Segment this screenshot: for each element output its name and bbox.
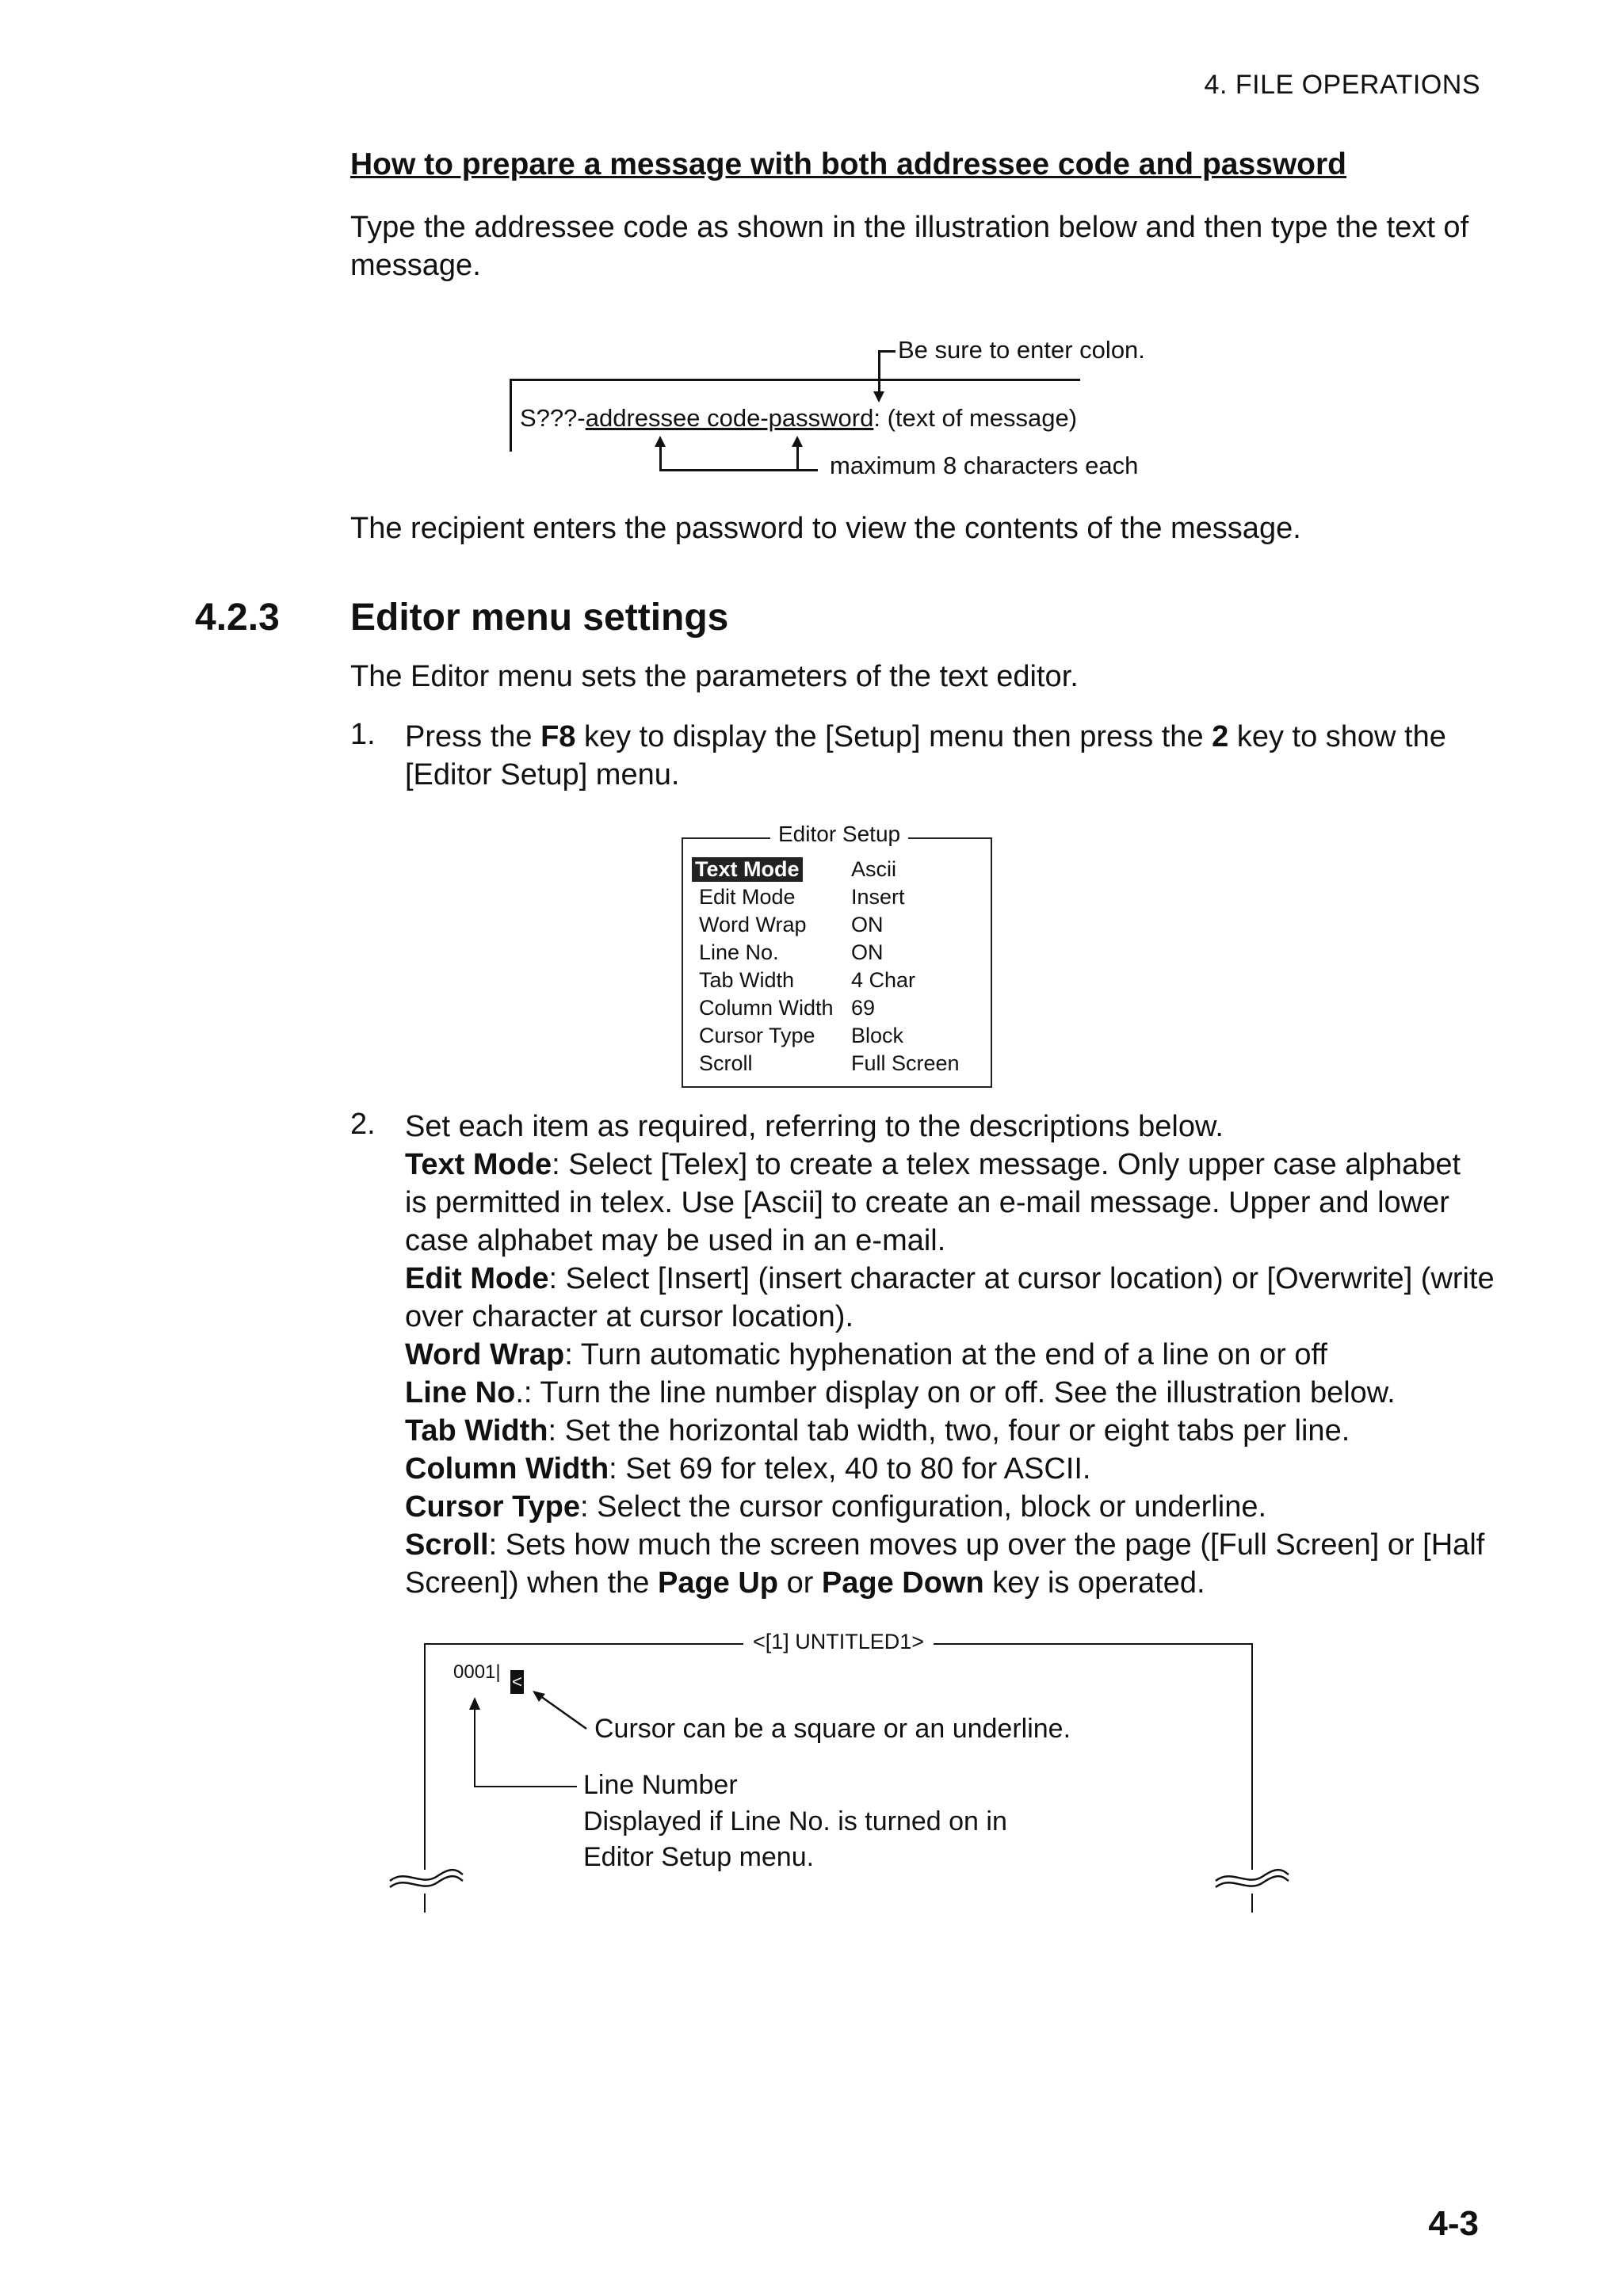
format-suffix: : (text of message) — [873, 404, 1078, 432]
desc-scroll-2-pre: Screen]) when the — [405, 1566, 658, 1600]
desc-text-mode-1: : Select [Telex] to create a telex message. Only upper case alphabet — [552, 1148, 1461, 1181]
menu-value-cursor-type: Block — [851, 1024, 904, 1047]
step-2-intro: Set each item as required, referring to the descriptions below. — [405, 1110, 1224, 1143]
running-header: 4. FILE OPERATIONS — [1204, 70, 1480, 100]
menu-value-text-mode: Ascii — [851, 857, 897, 881]
key-page-up: Page Up — [657, 1566, 779, 1600]
menu-item-cursor-type[interactable]: Cursor Type — [699, 1024, 815, 1047]
step-2-text — [405, 1108, 1499, 1602]
term-edit-mode: Edit Mode — [405, 1262, 549, 1295]
editor-window-title: <[1] UNTITLED1> — [743, 1630, 934, 1654]
step-2-number: 2. — [350, 1108, 376, 1141]
key-2: 2 — [1212, 720, 1229, 753]
recipient-note: The recipient enters the password to view the contents of the message. — [350, 512, 1301, 545]
page-number: 4-3 — [1428, 2204, 1479, 2243]
cursor-note: Cursor can be a square or an underline. — [594, 1714, 1071, 1744]
term-cursor-type: Cursor Type — [405, 1490, 581, 1524]
editor-setup-title: Editor Setup — [770, 822, 908, 847]
step-1-post: key to show the — [1228, 720, 1446, 753]
line-number-label: Line Number — [583, 1770, 738, 1800]
subheading: How to prepare a message with both addressee code and password — [350, 147, 1347, 181]
menu-item-scroll[interactable]: Scroll — [699, 1051, 753, 1075]
desc-scroll-post: key is operated. — [983, 1566, 1205, 1600]
colon-note: Be sure to enter colon. — [898, 336, 1145, 364]
arrow-down-icon — [873, 391, 884, 402]
desc-column-width: : Set 69 for telex, 40 to 80 for ASCII. — [609, 1452, 1091, 1486]
desc-text-mode-2: is permitted in telex. Use [Ascii] to create an e-mail message. Upper and lower — [405, 1186, 1449, 1219]
section-number: 4.2.3 — [195, 597, 280, 639]
line-number-display: 0001| — [453, 1661, 501, 1683]
step-1-text — [405, 718, 1499, 794]
desc-edit-mode-1: : Select [Insert] (insert character at cursor location) or [Overwrite] (write — [548, 1262, 1495, 1295]
step-1-pre: Press the — [405, 720, 541, 753]
desc-scroll-or: or — [778, 1566, 822, 1600]
menu-value-line-no: ON — [851, 940, 884, 964]
intro-line-2: message. — [350, 249, 481, 282]
max-chars-note: maximum 8 characters each — [830, 452, 1139, 479]
section-title: Editor menu settings — [350, 597, 729, 639]
menu-item-text-mode[interactable]: Text Mode — [692, 857, 803, 882]
key-f8: F8 — [540, 720, 576, 753]
step-1-number: 1. — [350, 718, 376, 751]
menu-value-column-width: 69 — [851, 996, 876, 1020]
break-mark-icon — [1212, 1863, 1292, 1919]
menu-item-column-width[interactable]: Column Width — [699, 996, 834, 1020]
desc-scroll-1: : Sets how much the screen moves up over the page ([Full Screen] or [Half — [488, 1528, 1485, 1562]
menu-item-line-no[interactable]: Line No. — [699, 940, 779, 964]
intro-line-1: Type the addressee code as shown in the illustration below and then type the text of — [350, 211, 1469, 244]
desc-line-no: .: Turn the line number display on or off. See the illustration below. — [515, 1376, 1396, 1409]
menu-value-word-wrap: ON — [851, 913, 884, 936]
section-intro: The Editor menu sets the parameters of the text editor. — [350, 660, 1079, 693]
term-tab-width: Tab Width — [405, 1414, 548, 1447]
menu-item-edit-mode[interactable]: Edit Mode — [699, 885, 796, 909]
menu-value-tab-width: 4 Char — [851, 968, 916, 992]
desc-edit-mode-2: over character at cursor location). — [405, 1300, 854, 1333]
format-prefix: S???- — [520, 404, 586, 432]
line-number-desc-1: Displayed if Line No. is turned on in — [583, 1806, 1007, 1836]
menu-item-tab-width[interactable]: Tab Width — [699, 968, 795, 992]
menu-value-scroll: Full Screen — [851, 1051, 960, 1075]
term-word-wrap: Word Wrap — [405, 1338, 565, 1371]
term-column-width: Column Width — [405, 1452, 609, 1486]
desc-word-wrap: : Turn automatic hyphenation at the end of a line on or off — [564, 1338, 1327, 1371]
term-line-no: Line No — [405, 1376, 516, 1409]
format-underlined: addressee code-password — [585, 404, 874, 432]
desc-text-mode-3: case alphabet may be used in an e-mail. — [405, 1224, 946, 1257]
block-cursor-icon: < — [510, 1670, 524, 1694]
menu-value-edit-mode: Insert — [851, 885, 905, 909]
desc-tab-width: : Set the horizontal tab width, two, four or eight tabs per line. — [548, 1414, 1350, 1447]
line-number-desc-2: Editor Setup menu. — [583, 1842, 815, 1872]
desc-cursor-type: : Select the cursor configuration, block or underline. — [580, 1490, 1267, 1524]
key-page-down: Page Down — [821, 1566, 984, 1600]
menu-item-word-wrap[interactable]: Word Wrap — [699, 913, 807, 936]
term-text-mode: Text Mode — [405, 1148, 552, 1181]
format-string — [520, 404, 1077, 433]
step-1-line-2: [Editor Setup] menu. — [405, 758, 680, 791]
break-mark-icon — [387, 1863, 466, 1919]
term-scroll: Scroll — [405, 1528, 489, 1562]
arrow-icon — [529, 1688, 593, 1735]
step-1-mid: key to display the [Setup] menu then press the — [575, 720, 1212, 753]
